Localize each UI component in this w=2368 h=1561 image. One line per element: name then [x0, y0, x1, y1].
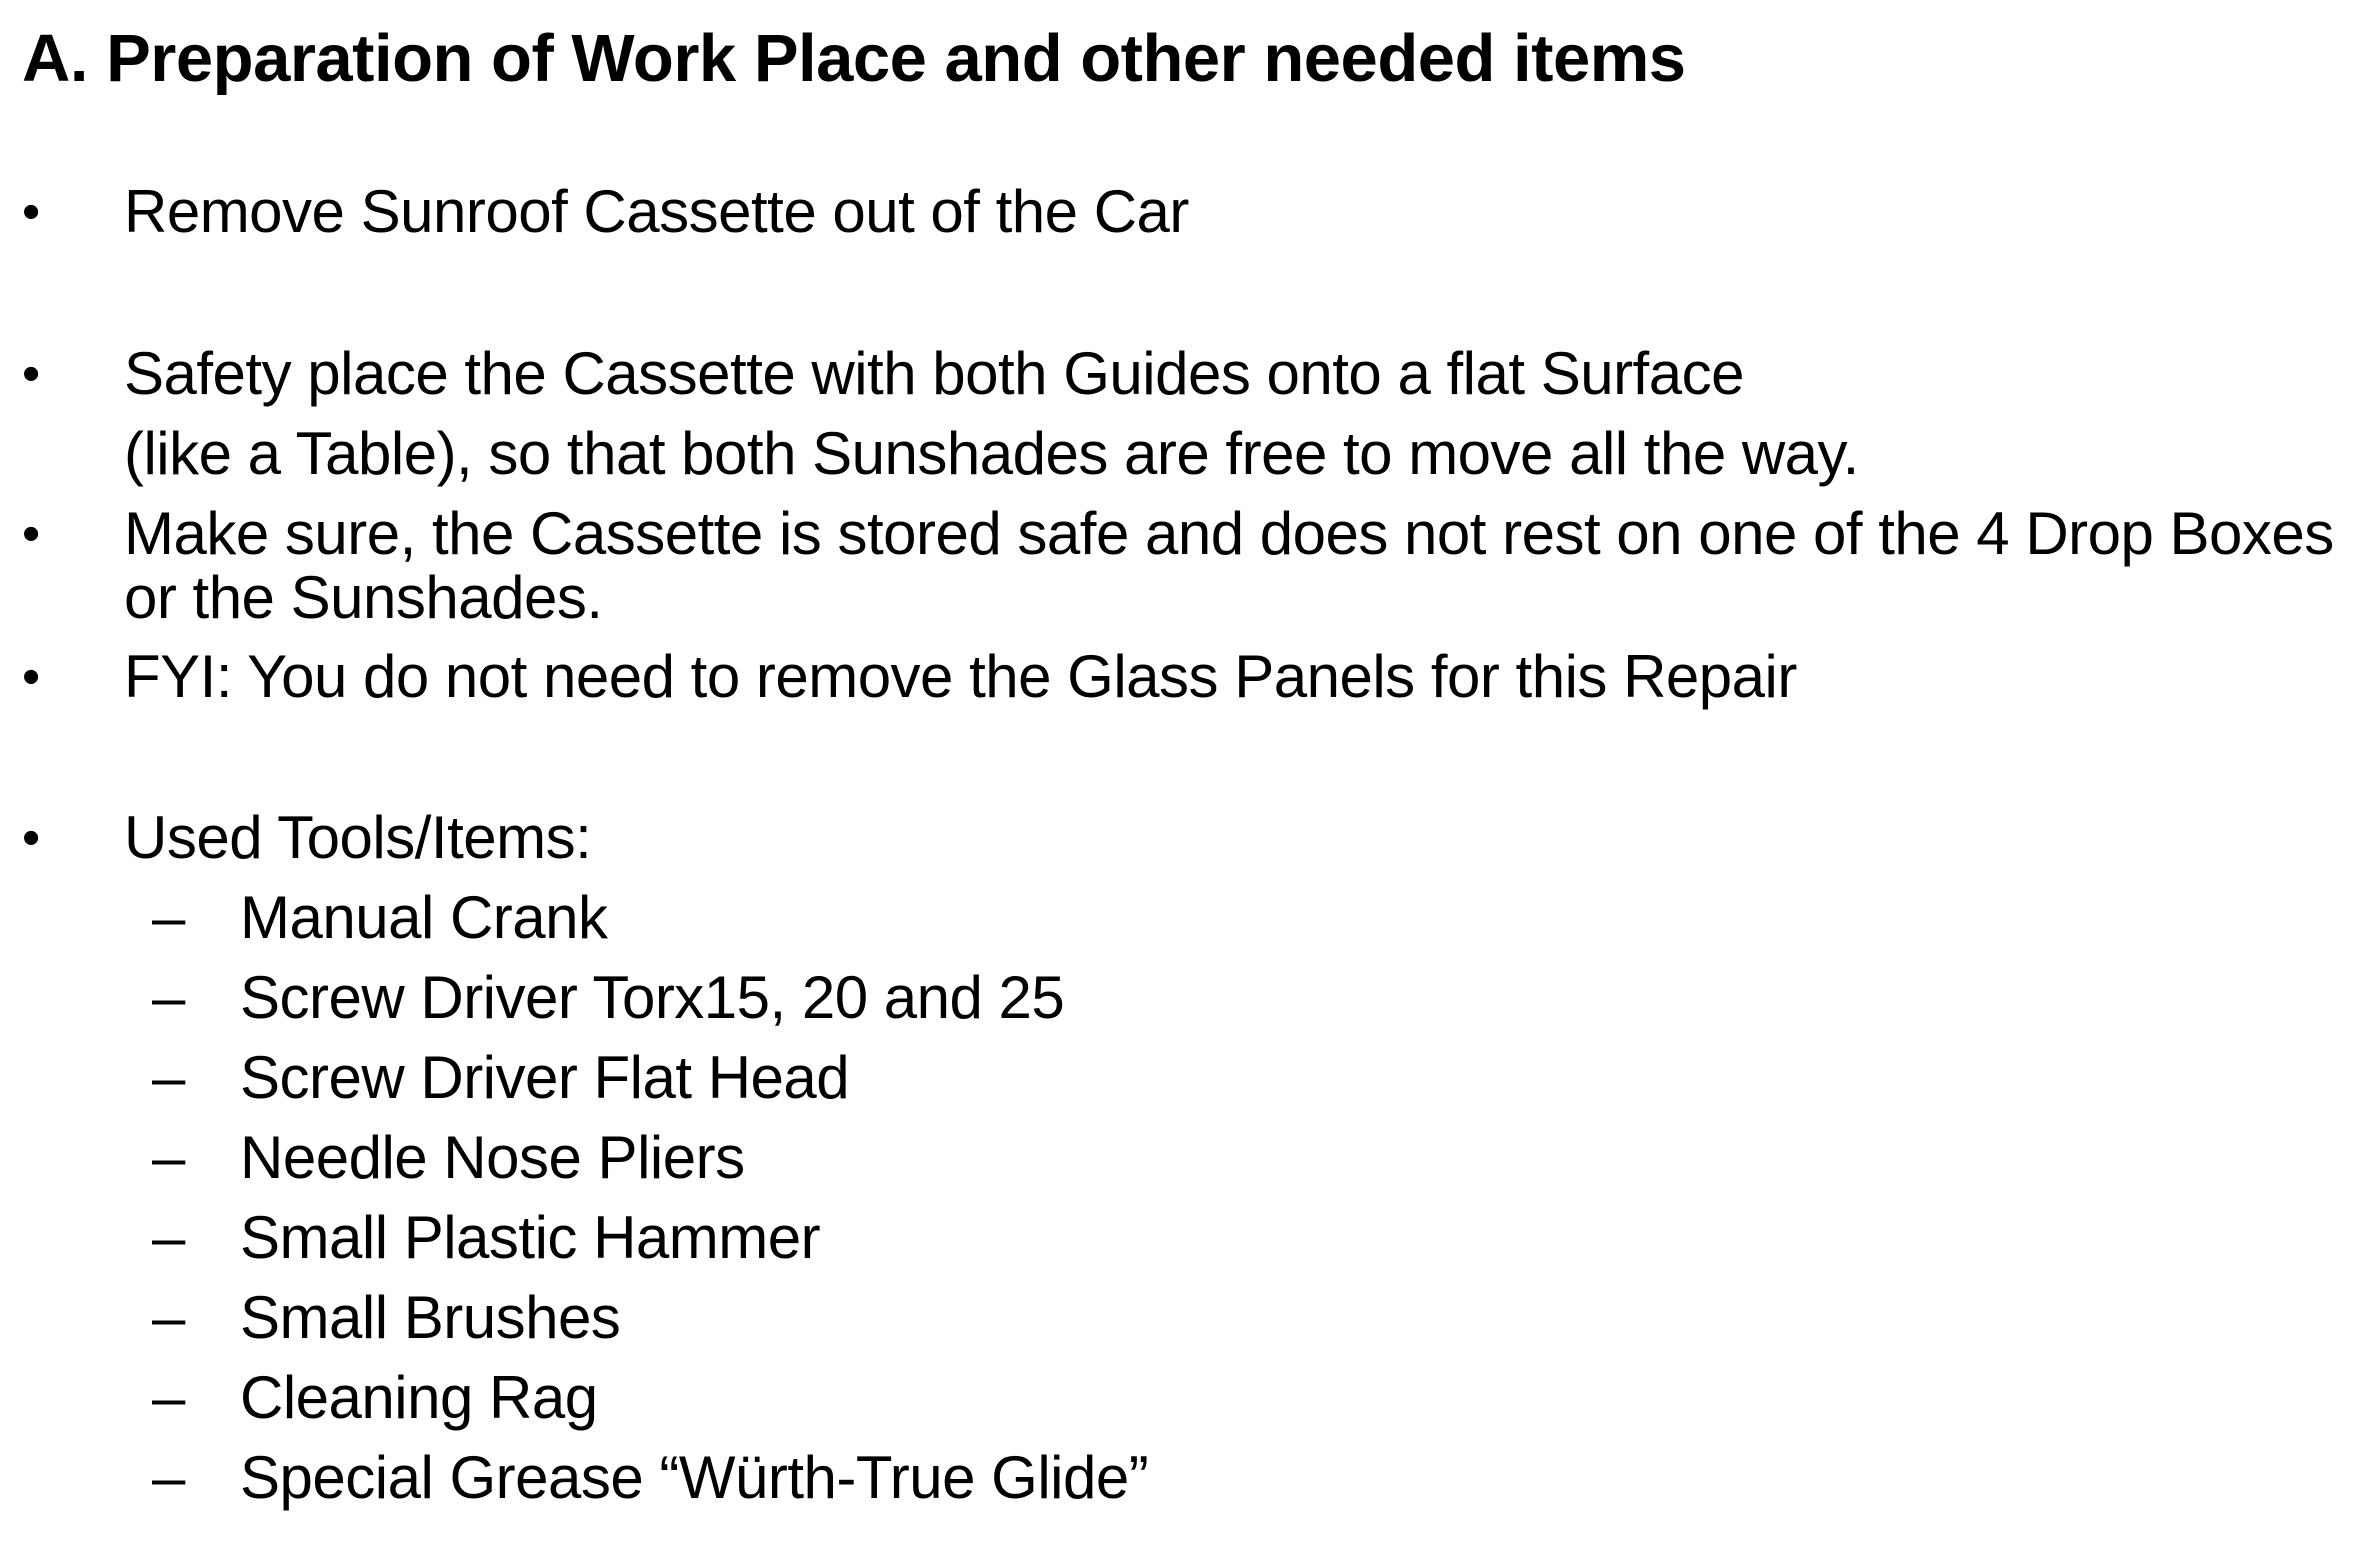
- tool-item: Needle Nose Pliers: [240, 1124, 745, 1191]
- bullet-icon: •: [22, 505, 41, 563]
- dash-icon: –: [152, 964, 186, 1031]
- tool-item: Cleaning Rag: [240, 1364, 598, 1431]
- bullet-icon: •: [22, 809, 41, 867]
- tool-item: Screw Driver Flat Head: [240, 1044, 850, 1111]
- dash-icon: –: [152, 884, 186, 951]
- bullet-icon: •: [22, 183, 41, 241]
- bullet-text-used-tools: Used Tools/Items:: [124, 804, 592, 871]
- dash-icon: –: [152, 1204, 186, 1271]
- bullet-icon: •: [22, 345, 41, 403]
- bullet-icon: •: [22, 648, 41, 706]
- bullet-text-fyi: FYI: You do not need to remove the Glass Panels for this Repair: [124, 643, 1797, 710]
- tool-item: Manual Crank: [240, 884, 608, 951]
- tool-item: Special Grease “Würth-True Glide”: [240, 1444, 1149, 1511]
- dash-icon: –: [152, 1364, 186, 1431]
- bullet-text-make-sure: Make sure, the Cassette is stored safe and does not rest on one of the 4 Drop Boxes: [124, 500, 2334, 567]
- section-heading: A. Preparation of Work Place and other needed items: [22, 21, 1686, 96]
- dash-icon: –: [152, 1444, 186, 1511]
- bullet-text-remove-cassette: Remove Sunroof Cassette out of the Car: [124, 178, 1189, 245]
- bullet-text-make-sure-cont: or the Sunshades.: [124, 564, 603, 631]
- dash-icon: –: [152, 1044, 186, 1111]
- tool-item: Small Brushes: [240, 1284, 621, 1351]
- bullet-text-safety-place-cont: (like a Table), so that both Sunshades are free to move all the way.: [124, 420, 1859, 487]
- tool-item: Screw Driver Torx15, 20 and 25: [240, 964, 1065, 1031]
- dash-icon: –: [152, 1124, 186, 1191]
- bullet-text-safety-place: Safety place the Cassette with both Guides onto a flat Surface: [124, 340, 1744, 407]
- tool-item: Small Plastic Hammer: [240, 1204, 821, 1271]
- dash-icon: –: [152, 1284, 186, 1351]
